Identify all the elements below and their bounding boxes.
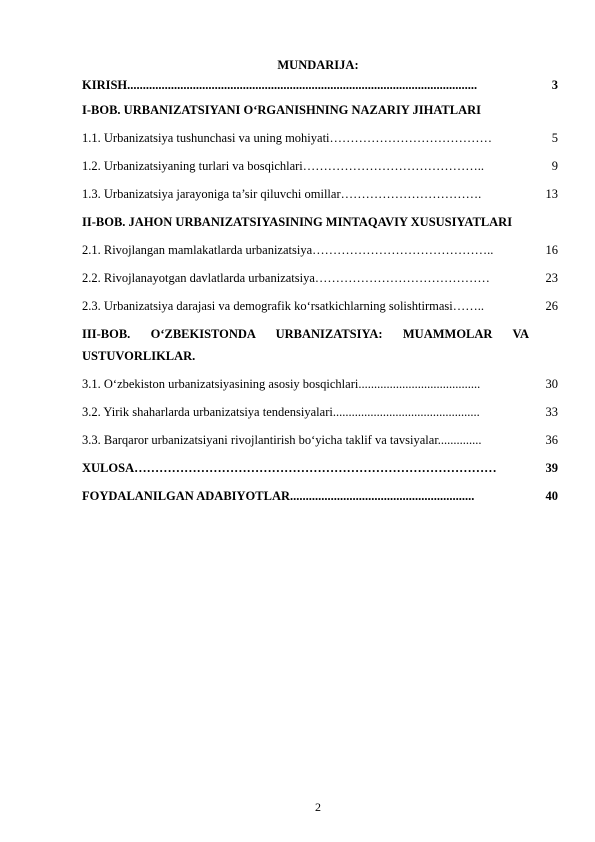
toc-entry-text: 2.1. Rivojlangan mamlakatlarda urbanizatsiya…………………………………….. (82, 243, 494, 257)
page-number: 2 (315, 800, 321, 814)
toc-entry-page: 23 (545, 271, 558, 285)
toc-entry-text: I-BOB. URBANIZATSIYANI O‘RGANISHNING NAZARIY JIHATLARI (82, 103, 482, 117)
toc-entry-page: 40 (545, 489, 558, 503)
toc-row-xulosa (82, 457, 558, 479)
toc-row-3-2 (82, 401, 558, 423)
toc-entry-page: 5 (551, 131, 558, 145)
toc-entry-text: FOYDALANILGAN ADABIYOTLAR........................................................... (82, 489, 475, 503)
toc-row-kirish (82, 74, 558, 96)
toc-row-3-3 (82, 429, 558, 451)
toc-entry-page: 39 (545, 461, 558, 475)
toc-row-3-1 (82, 373, 558, 395)
table-of-contents (82, 74, 558, 507)
toc-row-chapter-2 (82, 211, 558, 233)
toc-entry-page: 3 (551, 78, 558, 92)
toc-entry-page (529, 99, 558, 121)
toc-entry-text: 3.3. Barqaror urbanizatsiyani rivojlantirish bo‘yicha taklif va tavsiyalar.............. (82, 433, 482, 447)
toc-row-chapter-1 (82, 99, 558, 121)
toc-entry-page: 33 (545, 405, 558, 419)
toc-entry-text: 3.2. Yirik shaharlarda urbanizatsiya tendensiyalari............................................... (82, 405, 480, 419)
toc-entry-text: KIRISH................................................................................................................ (82, 78, 478, 92)
toc-entry-text: 1.2. Urbanizatsiyaning turlari va bosqichlari…………………………………….. (82, 159, 485, 173)
toc-entry-text: II-BOB. JAHON URBANIZATSIYASINING MINTAQAVIY XUSUSIYATLARI (82, 215, 513, 229)
toc-entry-page: 9 (551, 159, 558, 173)
toc-entry-page: 13 (545, 187, 558, 201)
toc-row-2-1 (82, 239, 558, 261)
toc-entry-text: III-BOB. O‘ZBEKISTONDA URBANIZATSIYA: MUAMMOLAR VA USTUVORLIKLAR. (82, 327, 529, 363)
toc-row-chapter-3 (82, 323, 558, 367)
toc-entry-page: 30 (545, 377, 558, 391)
toc-row-1-3 (82, 183, 558, 205)
toc-entry-text: 1.1. Urbanizatsiya tushunchasi va uning mohiyati………………………………… (82, 131, 493, 145)
toc-row-2-3 (82, 295, 558, 317)
page-title: MUNDARIJA: (277, 58, 359, 72)
toc-entry-page: 16 (545, 243, 558, 257)
toc-entry-text: 1.3. Urbanizatsiya jarayoniga ta’sir qiluvchi omillar……………………………. (82, 187, 482, 201)
toc-row-1-2 (82, 155, 558, 177)
toc-row-adabiyotlar (82, 485, 558, 507)
toc-entry-page: 26 (545, 299, 558, 313)
toc-entry-text: 2.3. Urbanizatsiya darajasi va demografik ko‘rsatkichlarning solishtirmasi…….. (82, 299, 484, 313)
toc-entry-page (529, 211, 558, 233)
toc-entry-page (529, 323, 558, 367)
toc-row-2-2 (82, 267, 558, 289)
toc-entry-text: 2.2. Rivojlanayotgan davlatlarda urbanizatsiya…………………………………… (82, 271, 490, 285)
toc-entry-text: 3.1. O‘zbekiston urbanizatsiyasining asosiy bosqichlari....................................... (82, 377, 481, 391)
toc-row-1-1 (82, 127, 558, 149)
toc-entry-page: 36 (545, 433, 558, 447)
toc-entry-text: XULOSA…………………………………………………………………………… (82, 461, 497, 475)
